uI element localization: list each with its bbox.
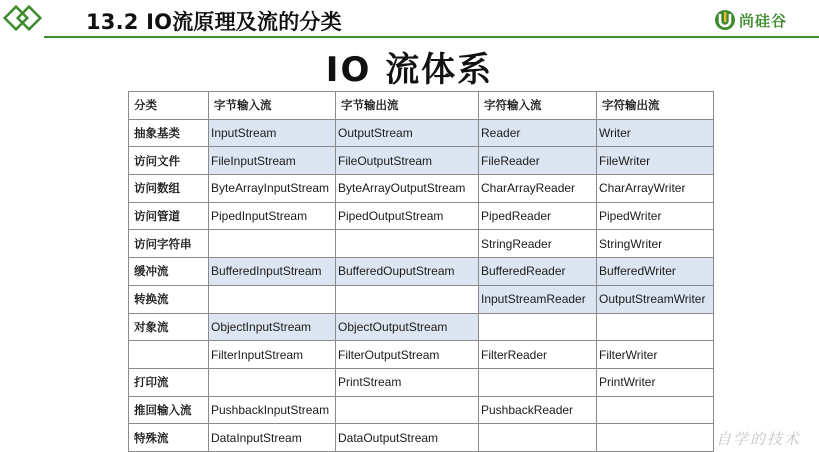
table-cell: Reader [479, 119, 597, 147]
table-cell [597, 396, 714, 424]
table-cell: DataInputStream [209, 424, 336, 452]
table-cell: PrintStream [336, 368, 479, 396]
table-cell: PipedWriter [597, 202, 714, 230]
table-cell: PipedOutputStream [336, 202, 479, 230]
header-divider [44, 36, 819, 38]
row-label: 访问数组 [129, 175, 209, 203]
table-cell: PipedInputStream [209, 202, 336, 230]
column-header: 字符输入流 [479, 92, 597, 120]
column-header: 字节输出流 [336, 92, 479, 120]
table-row [129, 341, 714, 369]
table-cell: CharArrayReader [479, 175, 597, 203]
table-cell: PrintWriter [597, 368, 714, 396]
table-cell [479, 368, 597, 396]
table-row [129, 119, 714, 147]
table-row [129, 396, 714, 424]
io-stream-table [128, 91, 714, 452]
table-cell: InputStream [209, 119, 336, 147]
row-label [129, 341, 209, 369]
table-cell [336, 230, 479, 258]
table-row [129, 175, 714, 203]
table-cell [209, 230, 336, 258]
table-cell: CharArrayWriter [597, 175, 714, 203]
row-label: 抽象基类 [129, 119, 209, 147]
table-cell [597, 424, 714, 452]
table-cell [597, 313, 714, 341]
row-label: 推回输入流 [129, 396, 209, 424]
table-cell: ByteArrayInputStream [209, 175, 336, 203]
row-label: 缓冲流 [129, 258, 209, 286]
table-cell: InputStreamReader [479, 285, 597, 313]
table-cell: PushbackInputStream [209, 396, 336, 424]
slide-header [0, 0, 819, 38]
table-cell: FilterOutputStream [336, 341, 479, 369]
table-row [129, 202, 714, 230]
table-row [129, 313, 714, 341]
table-row [129, 258, 714, 286]
table-cell [336, 396, 479, 424]
table-cell: StringReader [479, 230, 597, 258]
table-cell: BufferedOuputStream [336, 258, 479, 286]
table-cell: ObjectOutputStream [336, 313, 479, 341]
table-cell [479, 313, 597, 341]
table-cell: StringWriter [597, 230, 714, 258]
table-body [129, 119, 714, 451]
table-cell: FilterInputStream [209, 341, 336, 369]
row-label: 访问文件 [129, 147, 209, 175]
table-row [129, 368, 714, 396]
brand-u-icon [714, 9, 736, 31]
table-cell: FilterWriter [597, 341, 714, 369]
table-cell: OutputStream [336, 119, 479, 147]
table-cell [209, 285, 336, 313]
brand-name: 尚硅谷 [739, 11, 788, 30]
table-cell: BufferedReader [479, 258, 597, 286]
table-cell [479, 424, 597, 452]
table-cell [209, 368, 336, 396]
table-row [129, 424, 714, 452]
table-cell: BufferedInputStream [209, 258, 336, 286]
table-row [129, 147, 714, 175]
table-cell: DataOutputStream [336, 424, 479, 452]
table-cell: FileReader [479, 147, 597, 175]
table-cell: FileWriter [597, 147, 714, 175]
table-row [129, 230, 714, 258]
table-cell: PushbackReader [479, 396, 597, 424]
row-label: 打印流 [129, 368, 209, 396]
row-label: 特殊流 [129, 424, 209, 452]
table-cell: OutputStreamWriter [597, 285, 714, 313]
column-header: 字节输入流 [209, 92, 336, 120]
table-header-row [129, 92, 714, 120]
diamond-logo-icon [2, 2, 46, 36]
column-header: 字符输出流 [597, 92, 714, 120]
table-cell: FileOutputStream [336, 147, 479, 175]
table-cell: ObjectInputStream [209, 313, 336, 341]
table-row [129, 285, 714, 313]
table-cell [336, 285, 479, 313]
main-title: IO 流体系 [325, 50, 494, 90]
row-label: 访问字符串 [129, 230, 209, 258]
table-cell: ByteArrayOutputStream [336, 175, 479, 203]
watermark: 自学的技术 [716, 430, 802, 448]
table-cell: FilterReader [479, 341, 597, 369]
table-cell: FileInputStream [209, 147, 336, 175]
table-cell: PipedReader [479, 202, 597, 230]
column-header: 分类 [129, 92, 209, 120]
table-cell: Writer [597, 119, 714, 147]
slide-title: 13.2 IO流原理及流的分类 [86, 10, 342, 34]
brand-logo [714, 8, 787, 32]
row-label: 访问管道 [129, 202, 209, 230]
table-cell: BufferedWriter [597, 258, 714, 286]
row-label: 转换流 [129, 285, 209, 313]
row-label: 对象流 [129, 313, 209, 341]
